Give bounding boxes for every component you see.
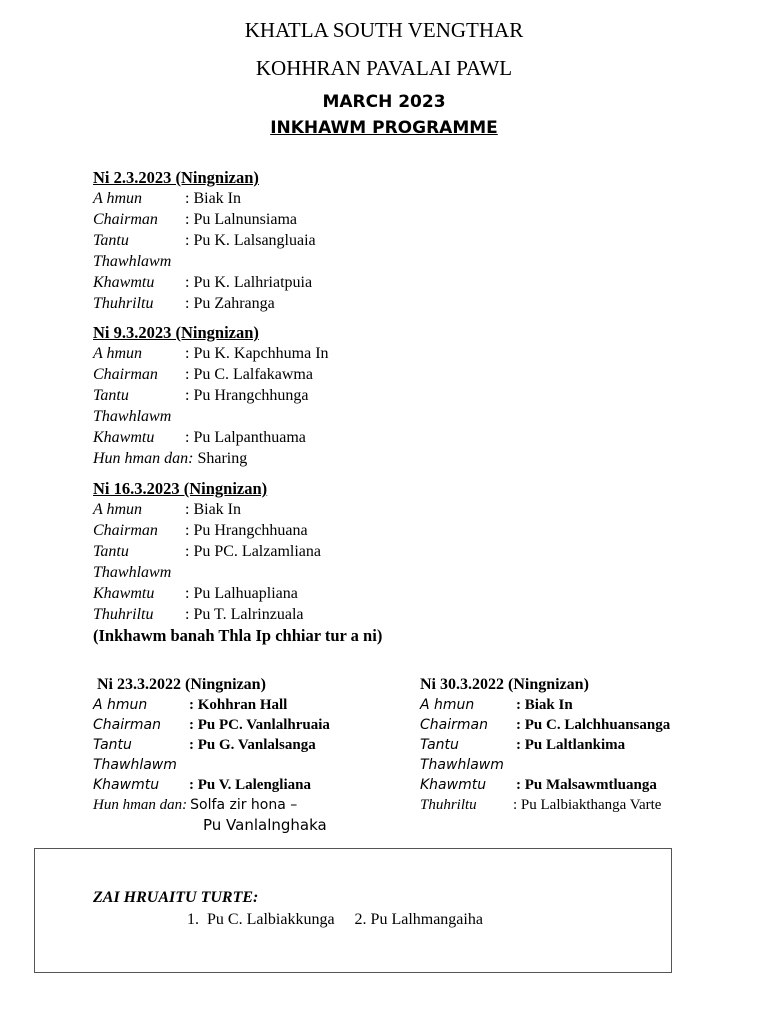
detail-row — [93, 715, 330, 735]
detail-row — [93, 385, 329, 406]
org-title: KHATLA SOUTH VENGTHAR — [244, 18, 524, 42]
row-label: Thuhriltu — [93, 606, 154, 623]
section-date: Ni 16.3.2023 (Ningnizan) — [93, 479, 268, 498]
detail-row — [420, 795, 670, 815]
detail-row — [93, 406, 329, 427]
detail-row — [93, 541, 382, 562]
row-label: Hun hman dan: — [93, 797, 188, 813]
row-label: Thawhlawm — [93, 408, 172, 425]
row-label: Chairman — [93, 211, 158, 228]
box-items: 1. Pu C. Lalbiakkunga 2. Pu Lalhmangaiha — [187, 911, 483, 928]
row-value: : Pu Hrangchhuana — [185, 522, 308, 539]
box-title: ZAI HRUAITU TURTE: — [93, 889, 259, 906]
row-label: A hmun — [93, 501, 143, 518]
row-label: Thawhlawm — [420, 757, 504, 773]
row-value-cont: Pu Vanlalnghaka — [203, 816, 327, 834]
row-value: : Pu Laltlankima — [516, 737, 626, 753]
row-value: : Pu Lalnunsiama — [185, 211, 297, 228]
detail-row — [93, 735, 330, 755]
row-label: Tantu — [93, 737, 132, 753]
row-label: Khawmtu — [93, 585, 155, 602]
section-3 — [93, 479, 382, 646]
section-note: (Inkhawm banah Thla Ip chhiar tur a ni) — [93, 626, 383, 645]
row-label: Chairman — [93, 522, 158, 539]
row-label: Thuhriltu — [420, 797, 477, 813]
row-label: Khawmtu — [93, 274, 155, 291]
row-label: Thawhlawm — [93, 564, 172, 581]
detail-row — [93, 562, 382, 583]
row-label: Tantu — [420, 737, 459, 753]
row-value: : Pu C. Lalchhuansanga — [516, 717, 671, 733]
row-label: Tantu — [93, 543, 129, 560]
row-label: Tantu — [93, 232, 129, 249]
row-value: : Pu Lalbiakthanga Varte — [513, 797, 662, 813]
row-label: Chairman — [93, 717, 161, 733]
detail-row — [420, 775, 670, 795]
row-value: : Pu Lalpanthuama — [185, 429, 306, 446]
detail-row — [420, 735, 670, 755]
detail-row — [93, 604, 382, 625]
programme-title: INKHAWM PROGRAMME — [270, 118, 498, 138]
row-label: Khawmtu — [420, 777, 487, 793]
row-value: : Pu Lalhuapliana — [185, 585, 298, 602]
row-label: Thawhlawm — [93, 757, 177, 773]
row-value: : Pu Malsawmtluanga — [516, 777, 657, 793]
detail-row — [93, 583, 382, 604]
row-value: : Biak In — [185, 501, 241, 518]
row-value: : Kohhran Hall — [189, 697, 288, 713]
detail-row — [93, 272, 316, 293]
org-subtitle: KOHHRAN PAVALAI PAWL — [255, 56, 513, 80]
detail-row — [93, 209, 316, 230]
choir-leaders-box — [34, 848, 672, 973]
row-label: A hmun — [93, 345, 143, 362]
row-label: Khawmtu — [93, 777, 160, 793]
section-date: Ni 2.3.2023 (Ningnizan) — [93, 168, 259, 187]
section-2 — [93, 323, 329, 469]
row-label: Tantu — [93, 387, 129, 404]
detail-row — [93, 293, 316, 314]
detail-row — [93, 343, 329, 364]
row-label: Chairman — [93, 366, 158, 383]
section-date: Ni 23.3.2022 (Ningnizan) — [97, 676, 266, 693]
row-value: : Pu K. Kapchhuma In — [185, 345, 329, 362]
row-value: Sharing — [197, 450, 248, 467]
row-value: : Biak In — [185, 190, 241, 207]
row-value: : Pu PC. Lalzamliana — [185, 543, 321, 560]
detail-row — [420, 715, 670, 735]
row-label: A hmun — [420, 697, 475, 713]
section-1 — [93, 168, 316, 314]
detail-row — [93, 427, 329, 448]
row-label: Thawhlawm — [93, 253, 172, 270]
row-value: : Pu PC. Vanlalhruaia — [189, 717, 330, 733]
row-label: Chairman — [420, 717, 488, 733]
detail-row — [93, 755, 330, 775]
detail-row — [420, 755, 670, 775]
detail-row — [93, 230, 316, 251]
row-label: Hun hman dan: — [93, 450, 194, 467]
row-value: : Pu G. Vanlalsanga — [189, 737, 316, 753]
detail-row — [93, 251, 316, 272]
section-4 — [93, 675, 330, 835]
row-value: : Pu Hrangchhunga — [185, 387, 309, 404]
row-label: Thuhriltu — [93, 295, 154, 312]
section-5 — [420, 675, 670, 815]
row-value: : Pu C. Lalfakawma — [185, 366, 313, 383]
row-value: : Pu K. Lalhriatpuia — [185, 274, 313, 291]
detail-row — [93, 188, 316, 209]
row-value: : Pu V. Lalengliana — [189, 777, 311, 793]
detail-row — [93, 795, 330, 815]
month-title: MARCH 2023 — [322, 92, 446, 112]
section-date: Ni 9.3.2023 (Ningnizan) — [93, 323, 259, 342]
row-value: : Pu K. Lalsangluaia — [185, 232, 316, 249]
detail-row — [93, 695, 330, 715]
row-value: Solfa zir hona – — [190, 797, 298, 813]
detail-row — [93, 448, 329, 469]
section-date: Ni 30.3.2022 (Ningnizan) — [420, 676, 589, 693]
detail-row — [93, 499, 382, 520]
detail-row — [93, 364, 329, 385]
row-label: A hmun — [93, 190, 143, 207]
detail-row — [93, 775, 330, 795]
row-value: : Pu Zahranga — [185, 295, 275, 312]
detail-row — [93, 520, 382, 541]
row-value: : Pu T. Lalrinzuala — [185, 606, 304, 623]
row-label: Khawmtu — [93, 429, 155, 446]
detail-row — [420, 695, 670, 715]
row-value: : Biak In — [516, 697, 573, 713]
row-label: A hmun — [93, 697, 148, 713]
